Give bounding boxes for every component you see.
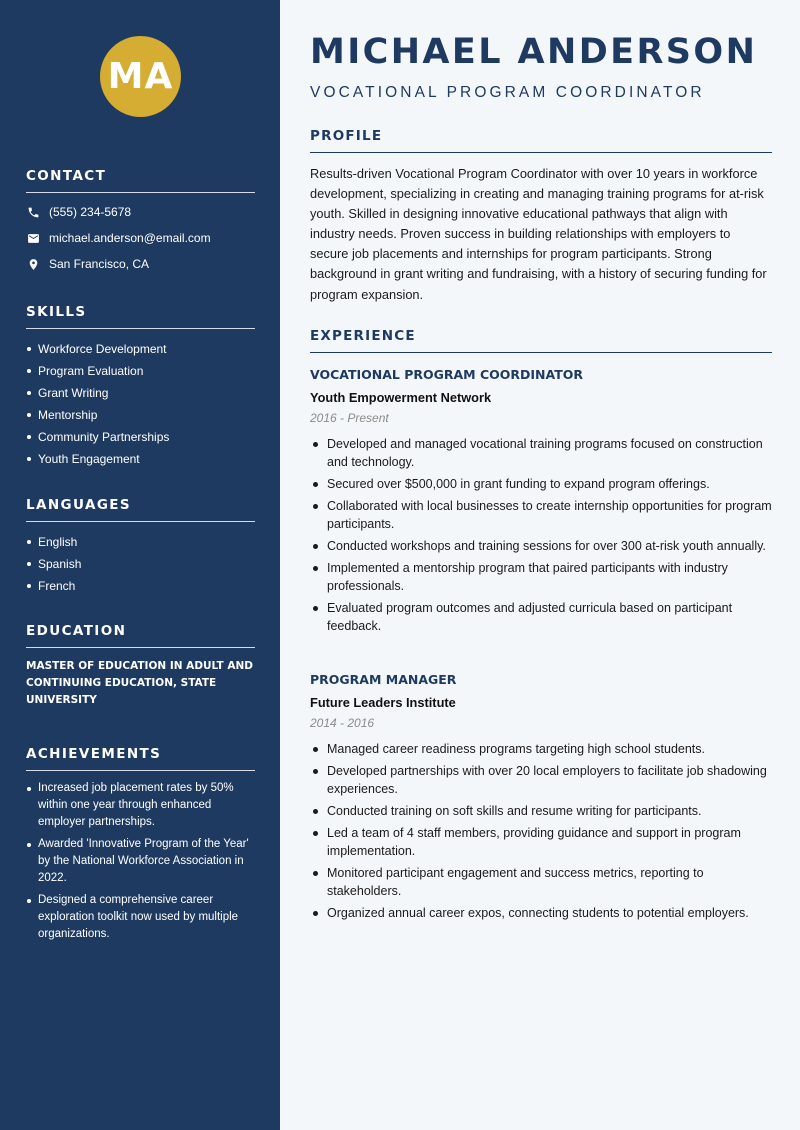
experience-heading: EXPERIENCE	[310, 328, 772, 353]
experience-role	[310, 366, 772, 639]
contact-location	[26, 251, 255, 277]
education-section	[26, 623, 255, 709]
role-bullet: Organized annual career expos, connecting students to potential employers.	[310, 904, 772, 922]
role-bullet: Managed career readiness programs targeting high school students.	[310, 740, 772, 758]
role-bullet: Led a team of 4 staff members, providing guidance and support in program implementation.	[310, 824, 772, 860]
languages-section	[26, 497, 255, 597]
role-dates: 2014 - 2016	[310, 716, 375, 730]
phone-text: (555) 234-5678	[49, 205, 132, 219]
phone-icon	[26, 205, 40, 219]
skill-item: Community Partnerships	[26, 426, 255, 448]
role-bullet: Monitored participant engagement and success metrics, reporting to stakeholders.	[310, 864, 772, 900]
candidate-name: MICHAEL ANDERSON	[310, 32, 758, 72]
role-company: Future Leaders Institute	[310, 695, 456, 710]
experience-role	[310, 671, 772, 926]
role-company: Youth Empowerment Network	[310, 390, 492, 405]
language-item: English	[26, 531, 255, 553]
role-bullet: Conducted training on soft skills and resume writing for participants.	[310, 802, 772, 820]
skill-item: Youth Engagement	[26, 448, 255, 470]
location-text: San Francisco, CA	[49, 257, 150, 271]
skills-heading: SKILLS	[26, 304, 255, 329]
skill-item: Mentorship	[26, 404, 255, 426]
languages-heading: LANGUAGES	[26, 497, 255, 522]
achievement-item: Awarded 'Innovative Program of the Year' by the National Workforce Association in 2022.	[26, 836, 255, 887]
skills-section	[26, 304, 255, 470]
role-bullets	[310, 740, 772, 922]
role-bullet: Developed and managed vocational training programs focused on construction and technology.	[310, 435, 772, 471]
achievements-section	[26, 746, 255, 948]
profile-heading: PROFILE	[310, 128, 772, 153]
contact-section	[26, 168, 255, 277]
role-title: PROGRAM MANAGER	[310, 672, 457, 687]
skills-list	[26, 338, 255, 470]
experience-section	[310, 328, 772, 353]
achievement-item: Increased job placement rates by 50% within one year through enhanced employer partnerships.	[26, 780, 255, 831]
role-bullet: Secured over $500,000 in grant funding to expand program offerings.	[310, 475, 772, 493]
profile-text: Results-driven Vocational Program Coordinator with over 10 years in workforce development, specializing in creating and managing training programs for at-risk youth. Skilled in designing innovative educational pathways that align with industry needs. Proven success in building relationships with employers to secure job placements and internships for program participants. Strong background in grant writing and fundraising, with a history of securing funding for program expansion.	[310, 166, 767, 302]
role-bullet: Evaluated program outcomes and adjusted curricula based on participant feedback.	[310, 599, 772, 635]
role-bullet: Implemented a mentorship program that paired participants with industry professionals.	[310, 559, 772, 595]
education-heading: EDUCATION	[26, 623, 255, 648]
languages-list	[26, 531, 255, 597]
candidate-title: VOCATIONAL PROGRAM COORDINATOR	[310, 84, 705, 101]
skill-item: Grant Writing	[26, 382, 255, 404]
email-icon	[26, 231, 40, 245]
location-pin-icon	[26, 257, 40, 271]
achievement-item: Designed a comprehensive career exploration toolkit now used by multiple organizations.	[26, 892, 255, 943]
avatar: MA	[100, 36, 181, 117]
role-bullet: Developed partnerships with over 20 local employers to facilitate job shadowing experiences.	[310, 762, 772, 798]
skill-item: Workforce Development	[26, 338, 255, 360]
sidebar	[0, 0, 280, 1130]
role-bullets	[310, 435, 772, 635]
contact-email	[26, 225, 255, 251]
contact-phone	[26, 199, 255, 225]
role-dates: 2016 - Present	[310, 411, 389, 425]
email-text: michael.anderson@email.com	[49, 231, 211, 245]
role-bullet: Collaborated with local businesses to create internship opportunities for program participants.	[310, 497, 772, 533]
education-degree: MASTER OF EDUCATION IN ADULT AND CONTINUING EDUCATION, STATE UNIVERSITY	[26, 660, 253, 706]
role-title: VOCATIONAL PROGRAM COORDINATOR	[310, 367, 583, 382]
language-item: Spanish	[26, 553, 255, 575]
achievements-list	[26, 780, 255, 943]
skill-item: Program Evaluation	[26, 360, 255, 382]
profile-section	[310, 128, 772, 305]
language-item: French	[26, 575, 255, 597]
contact-heading: CONTACT	[26, 168, 255, 193]
achievements-heading: ACHIEVEMENTS	[26, 746, 255, 771]
role-bullet: Conducted workshops and training sessions for over 300 at-risk youth annually.	[310, 537, 772, 555]
